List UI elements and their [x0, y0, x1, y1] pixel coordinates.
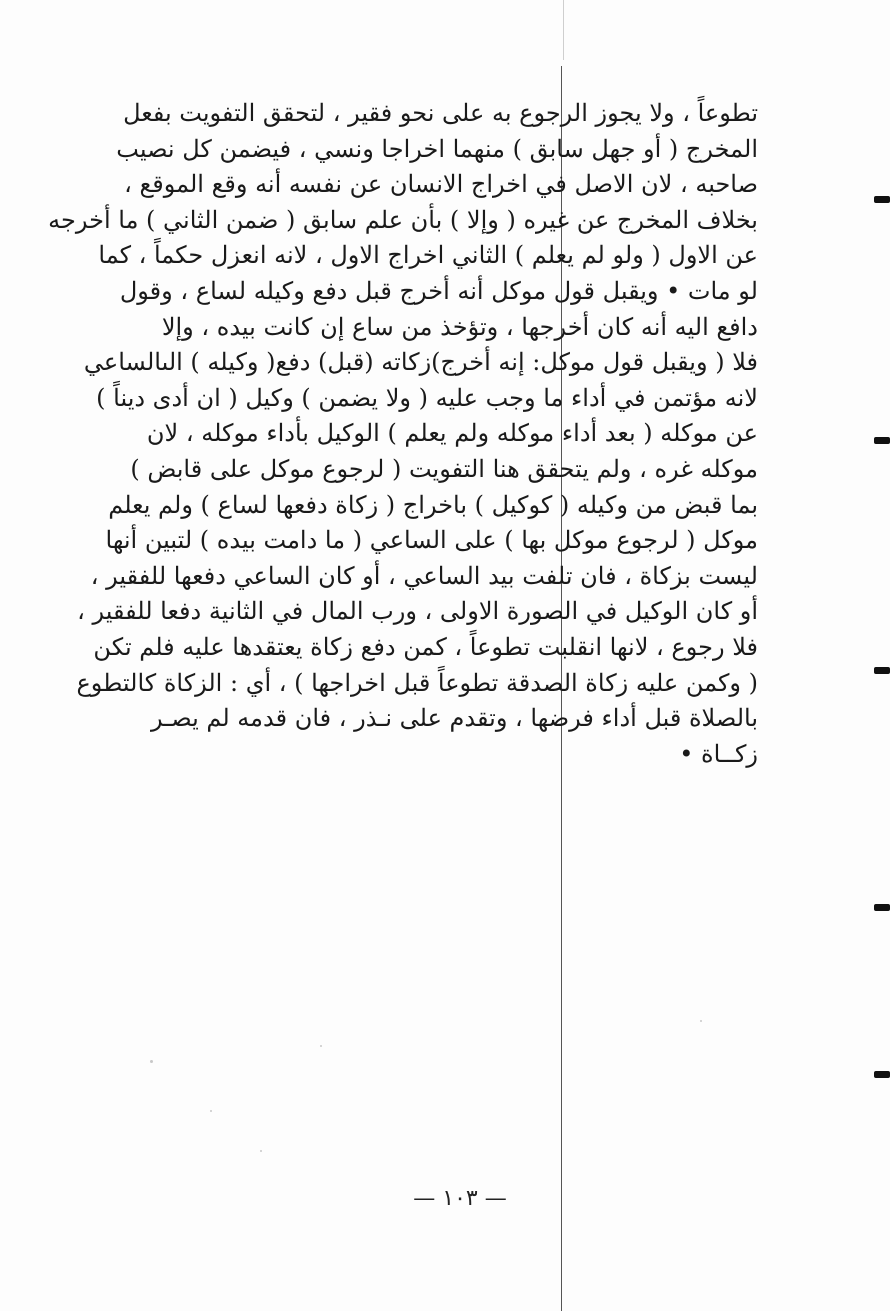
text-line: صاحبه ، لان الاصل في اخراج الانسان عن نفسه أنه وقع الموقع ، — [124, 170, 758, 199]
scan-speck — [700, 1020, 702, 1022]
text-line: بخلاف المخرج عن غيره ( وإلا ) بأن علم سابق ( ضمن الثاني ) ما أخرجه — [48, 205, 758, 234]
text-line: زكــاة • — [679, 739, 758, 768]
text-line: فلا رجوع ، لانها انقلبت تطوعاً ، كمن دفع زكاة يعتقدها عليه فلم تكن — [93, 632, 758, 661]
page-number: — ١٠٣ — — [413, 1186, 507, 1211]
margin-mark — [874, 196, 890, 203]
gutter-line-top — [563, 0, 564, 60]
margin-mark — [874, 1071, 890, 1078]
text-line: ليست بزكاة ، فان تلفت بيد الساعي ، أو كان الساعي دفعها للفقير ، — [90, 561, 758, 590]
text-line: موكله غره ، ولم يتحقق هنا التفويت ( لرجوع موكل على قابض ) — [130, 454, 758, 483]
scan-speck — [320, 1045, 322, 1047]
margin-mark — [874, 904, 890, 911]
margin-mark — [874, 437, 890, 444]
body-text — [48, 96, 758, 772]
text-line: لو مات • ويقبل قول موكل أنه أخرج قبل دفع وكيله لساع ، وقول — [119, 276, 758, 305]
text-line: فلا ( ويقبل قول موكل: إنه أخرج)زكاته (قبل) دفع( وكيله ) الىالساعي — [83, 348, 758, 377]
scan-speck — [260, 1150, 262, 1152]
text-line: عن موكله ( بعد أداء موكله ولم يعلم ) الوكيل بأداء موكله ، لان — [146, 419, 758, 448]
text-line: المخرج ( أو جهل سابق ) منهما اخراجا ونسي ، فيضمن كل نصيب — [116, 134, 758, 163]
text-line: ( وكمن عليه زكاة الصدقة تطوعاً قبل اخراجها ) ، أي : الزكاة كالتطوع — [76, 668, 758, 697]
text-line: أو كان الوكيل في الصورة الاولى ، ورب المال في الثانية دفعا للفقير ، — [77, 597, 758, 626]
text-line: بالصلاة قبل أداء فرضها ، وتقدم على نـذر ، فان قدمه لم يصـر — [150, 704, 758, 733]
text-line: تطوعاً ، ولا يجوز الرجوع به على نحو فقير ، لتحقق التفويت بفعل — [123, 99, 758, 127]
scan-speck — [210, 1110, 212, 1112]
text-line: دافع اليه أنه كان أخرجها ، وتؤخذ من ساع إن كانت بيده ، وإلا — [161, 312, 758, 341]
scan-speck — [150, 1060, 153, 1063]
margin-mark — [874, 667, 890, 674]
text-line: عن الاول ( ولو لم يعلم ) الثاني اخراج الاول ، لانه انعزل حكماً ، كما — [98, 241, 758, 270]
text-line: لانه مؤتمن في أداء ما وجب عليه ( ولا يضمن ) وكيل ( ان أدى ديناً ) — [96, 383, 758, 412]
text-line: موكل ( لرجوع موكل بها ) على الساعي ( ما دامت بيده ) لتبين أنها — [105, 526, 758, 555]
text-line: بما قبض من وكيله ( كوكيل ) باخراج ( زكاة دفعها لساع ) ولم يعلم — [108, 490, 758, 519]
